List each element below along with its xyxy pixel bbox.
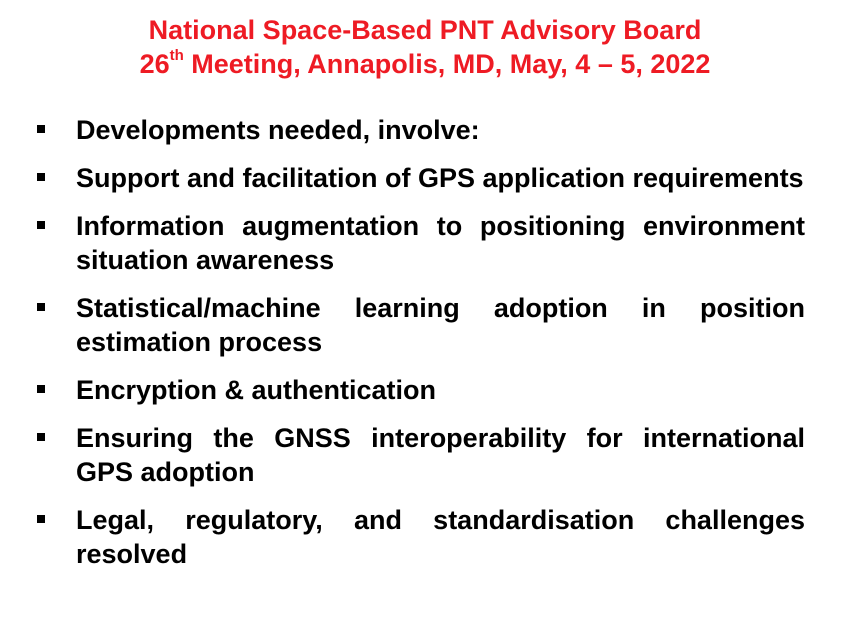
bullet-item xyxy=(0,209,850,277)
bullet-item xyxy=(0,291,850,359)
bullet-text: Encryption & authentication xyxy=(76,375,437,405)
bullet-item xyxy=(0,113,850,147)
bullet-text: Developments needed, involve: xyxy=(76,115,480,145)
title-line-1: National Space-Based PNT Advisory Board xyxy=(148,15,702,45)
title-line-2 xyxy=(140,49,711,79)
meeting-ordinal-suffix: th xyxy=(169,47,184,64)
meeting-number: 26 xyxy=(139,49,170,79)
bullet-item xyxy=(0,161,850,195)
square-bullet-icon xyxy=(37,303,45,311)
bullet-item xyxy=(0,503,850,571)
square-bullet-icon xyxy=(37,221,45,229)
square-bullet-icon xyxy=(37,385,45,393)
square-bullet-icon xyxy=(37,433,45,441)
slide-title xyxy=(0,13,850,81)
bullet-text: Support and facilitation of GPS application requirements xyxy=(76,163,804,193)
bullet-text: Statistical/machine learning adoption in position estimation process xyxy=(76,293,805,357)
square-bullet-icon xyxy=(37,125,45,133)
bullet-text: Legal, regulatory, and standardisation challenges resolved xyxy=(76,505,805,569)
square-bullet-icon xyxy=(37,515,45,523)
meeting-details: Meeting, Annapolis, MD, May, 4 – 5, 2022 xyxy=(183,49,711,79)
bullet-item xyxy=(0,373,850,407)
bullet-item xyxy=(0,421,850,489)
bullet-list xyxy=(0,113,850,585)
bullet-text: Information augmentation to positioning environment situation awareness xyxy=(76,211,805,275)
bullet-text: Ensuring the GNSS interoperability for international GPS adoption xyxy=(76,423,805,487)
square-bullet-icon xyxy=(37,173,45,181)
